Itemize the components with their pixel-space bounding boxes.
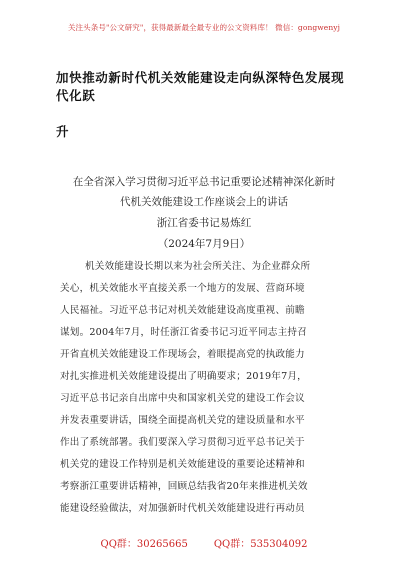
document-title-line-1: 加快推动新时代机关效能建设走向纵深特色发展现代化跃 bbox=[56, 70, 345, 103]
body-line: 习近平总书记亲自出席中央和国家机关党的建设工作会议 bbox=[60, 393, 305, 404]
body-line: 机关党的建设工作特别是机关效能建设的重要论述精神和 bbox=[60, 459, 305, 470]
body-line: 并发表重要讲话，围绕全面提高机关党的建设质量和水平 bbox=[60, 415, 305, 426]
body-line: 开省直机关效能建设工作现场会，着眼提高党的执政能力 bbox=[60, 349, 305, 360]
footer-qq-group-2: QQ群：535304092 bbox=[213, 539, 308, 550]
body-line: 对扎实推进机关效能建设提出了明确要求；2019年7月， bbox=[60, 371, 307, 382]
body-line: 考察浙江重要讲话精神，回顾总结我省20年来推进机关效 bbox=[60, 481, 308, 492]
subtitle-line-1: 在全省深入学习贯彻习近平总书记重要论述精神深化新时 bbox=[72, 176, 336, 188]
body-line: 人民福祉。习近平总书记对机关效能建设高度重视、前瞻 bbox=[60, 305, 305, 316]
footer-qq-group-1: QQ群：30265665 bbox=[100, 539, 188, 550]
body-line: 谋划。2004年7月，时任浙江省委书记习近平同志主持召 bbox=[60, 327, 307, 338]
body-line: 作出了系统部署。我们要深入学习贯彻习近平总书记关于 bbox=[60, 437, 305, 448]
footer-contact bbox=[0, 535, 408, 550]
date-line: （2024年7月9日） bbox=[157, 238, 251, 250]
header-banner: 关注头条号"公文研究"，获得最新最全最专业的公文资料库！ 微信：gongwenyj bbox=[67, 23, 341, 32]
body-line: 能建设经验做法，对加强新时代机关效能建设进行再动员 bbox=[60, 503, 305, 514]
body-line: 关心，机关效能水平直接关系一个地方的发展、营商环境 bbox=[60, 283, 305, 294]
document-title-line-2: 升 bbox=[56, 124, 70, 139]
body-line: 机关效能建设长期以来为社会所关注、为企业群众所 bbox=[85, 261, 311, 272]
subtitle-line-2: 代机关效能建设工作座谈会上的讲话 bbox=[120, 196, 288, 208]
speaker-line: 浙江省委书记易炼红 bbox=[156, 217, 252, 229]
